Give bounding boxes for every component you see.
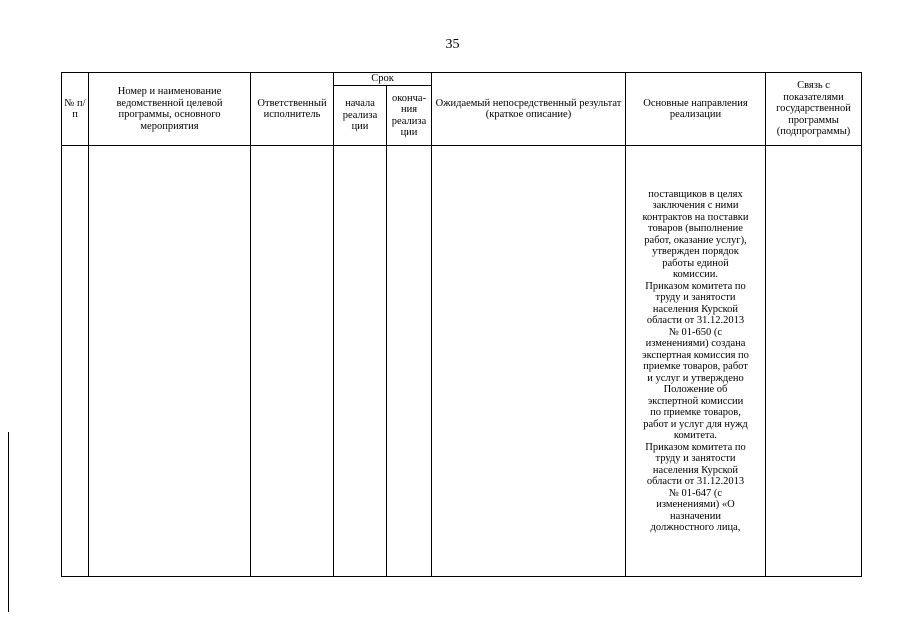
directions-line: экспертной комиссии xyxy=(647,395,744,407)
scan-margin-line xyxy=(8,432,9,612)
cell-term-start xyxy=(334,146,387,577)
directions-line: должностного лица, xyxy=(650,522,741,533)
cell-term-end xyxy=(387,146,432,577)
directions-line: работ и услуг для нужд xyxy=(643,418,748,430)
cell-executor xyxy=(251,146,334,577)
directions-line: населения Курской xyxy=(652,303,739,315)
directions-line: Положение об xyxy=(663,384,728,395)
directions-line: и услуг и утверждено xyxy=(647,372,744,384)
directions-line: работ, оказание услуг), xyxy=(644,234,747,246)
cell-directions xyxy=(626,146,766,577)
directions-line: Приказом комитета по xyxy=(645,441,746,453)
directions-line: № 01-647 (с xyxy=(668,487,723,499)
directions-line: изменениями) создана xyxy=(645,338,746,349)
table-row xyxy=(62,146,862,577)
header-link: Связь с показателями государственной программы (подпрограммы) xyxy=(766,73,862,146)
directions-line: комитета. xyxy=(673,430,718,441)
header-executor: Ответственный исполнитель xyxy=(251,73,334,146)
directions-line: по приемке товаров, xyxy=(650,407,741,418)
header-term-start: начала реализа ции xyxy=(334,86,387,146)
header-name: Номер и наименование ведомственной целевой программы, основного мероприятия xyxy=(89,73,251,146)
cell-num xyxy=(62,146,89,577)
directions-line: поставщиков в целях xyxy=(648,188,743,200)
directions-line: труду и занятости xyxy=(655,292,736,303)
directions-line: экспертная комиссия по xyxy=(642,349,749,361)
directions-line: Приказом комитета по xyxy=(645,280,746,292)
directions-line: контрактов на поставки xyxy=(642,211,749,223)
header-num: № п/п xyxy=(62,73,89,146)
cell-link xyxy=(766,146,862,577)
directions-line: приемке товаров, работ xyxy=(643,361,748,372)
directions-text xyxy=(627,189,764,534)
header-directions: Основные направления реализации xyxy=(626,73,766,146)
program-table xyxy=(61,72,862,577)
directions-line: области от 31.12.2013 xyxy=(646,476,745,487)
directions-line: назначении xyxy=(669,510,722,522)
directions-line: населения Курской xyxy=(652,464,739,476)
header-result: Ожидаемый непосредственный результат (краткое описание) xyxy=(432,73,626,146)
directions-line: комиссии. xyxy=(672,269,719,280)
directions-line: работы единой xyxy=(662,257,729,269)
directions-line: заключения с ними xyxy=(652,200,739,211)
directions-line: изменениями) «О xyxy=(656,499,735,510)
cell-result xyxy=(432,146,626,577)
cell-name xyxy=(89,146,251,577)
header-term: Срок xyxy=(334,73,432,86)
directions-line: области от 31.12.2013 xyxy=(646,315,745,326)
directions-line: утвержден порядок xyxy=(652,246,739,257)
header-term-end: оконча- ния реализа ции xyxy=(387,86,432,146)
directions-line: № 01-650 (с xyxy=(668,326,723,338)
directions-line: товаров (выполнение xyxy=(648,223,743,234)
page-number: 35 xyxy=(445,37,460,52)
directions-line: труду и занятости xyxy=(655,453,736,464)
